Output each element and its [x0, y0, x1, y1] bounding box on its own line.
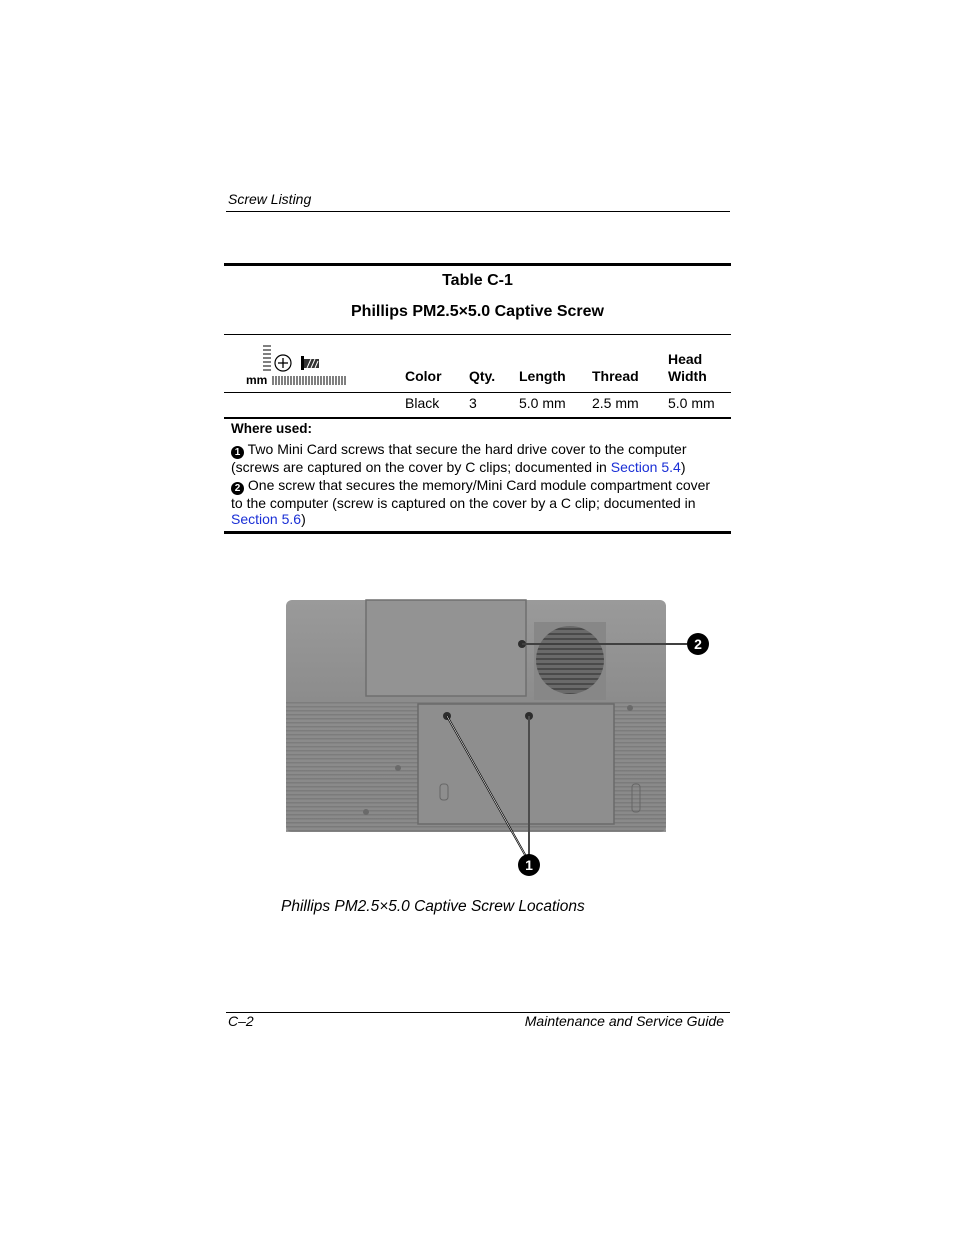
callout-2-marker: 2: [231, 482, 244, 495]
section-5-6-link[interactable]: Section 5.6: [231, 511, 302, 527]
note-2-close: ): [301, 511, 306, 527]
col-qty: Qty.: [469, 368, 496, 384]
table-title: Table C-1: [442, 272, 513, 289]
callout-2: 2: [687, 633, 709, 655]
callout-1: 1: [518, 854, 540, 876]
note-2: [231, 477, 726, 527]
header-rule: [226, 211, 730, 212]
col-head-line1: Head: [668, 351, 703, 367]
table-top-rule: [224, 263, 731, 266]
cell-qty: 3: [469, 395, 477, 411]
note-2-line2: to the computer (screw is captured on the cover by a C clip; documented in: [231, 495, 696, 511]
cell-thread: 2.5 mm: [592, 395, 639, 411]
cell-length: 5.0 mm: [519, 395, 566, 411]
running-header: Screw Listing: [228, 191, 312, 207]
cell-head-width: 5.0 mm: [668, 395, 715, 411]
table-bottom-rule: [224, 531, 731, 534]
col-thread: Thread: [592, 368, 639, 384]
icon-unit-label: mm: [246, 373, 268, 387]
note-1-close: ): [680, 459, 686, 475]
table-rule: [224, 334, 731, 335]
col-color: Color: [405, 368, 442, 384]
note-1-line1: Two Mini Card screws that secure the hard drive cover to the computer: [247, 441, 687, 457]
table-subtitle: Phillips PM2.5×5.0 Captive Screw: [351, 303, 604, 320]
figure-caption: Phillips PM2.5×5.0 Captive Screw Locations: [281, 898, 585, 915]
note-2-line1: One screw that secures the memory/Mini Card module compartment cover: [247, 477, 711, 493]
note-1-line2: (screws are captured on the cover by C clips; documented in: [231, 459, 611, 475]
where-used-title: Where used:: [231, 421, 313, 436]
table-header-rule: [224, 392, 731, 393]
section-5-4-link[interactable]: Section 5.4: [610, 459, 681, 475]
col-length: Length: [519, 368, 566, 384]
computer-bottom-photo: [280, 598, 720, 888]
page-number: C–2: [228, 1013, 254, 1029]
footer-title: Maintenance and Service Guide: [524, 1013, 724, 1029]
callout-1-marker: 1: [231, 446, 244, 459]
table-row-rule: [224, 417, 731, 419]
cell-color: Black: [405, 395, 440, 411]
note-1: [231, 441, 726, 475]
col-head-line2: Width: [668, 368, 707, 384]
